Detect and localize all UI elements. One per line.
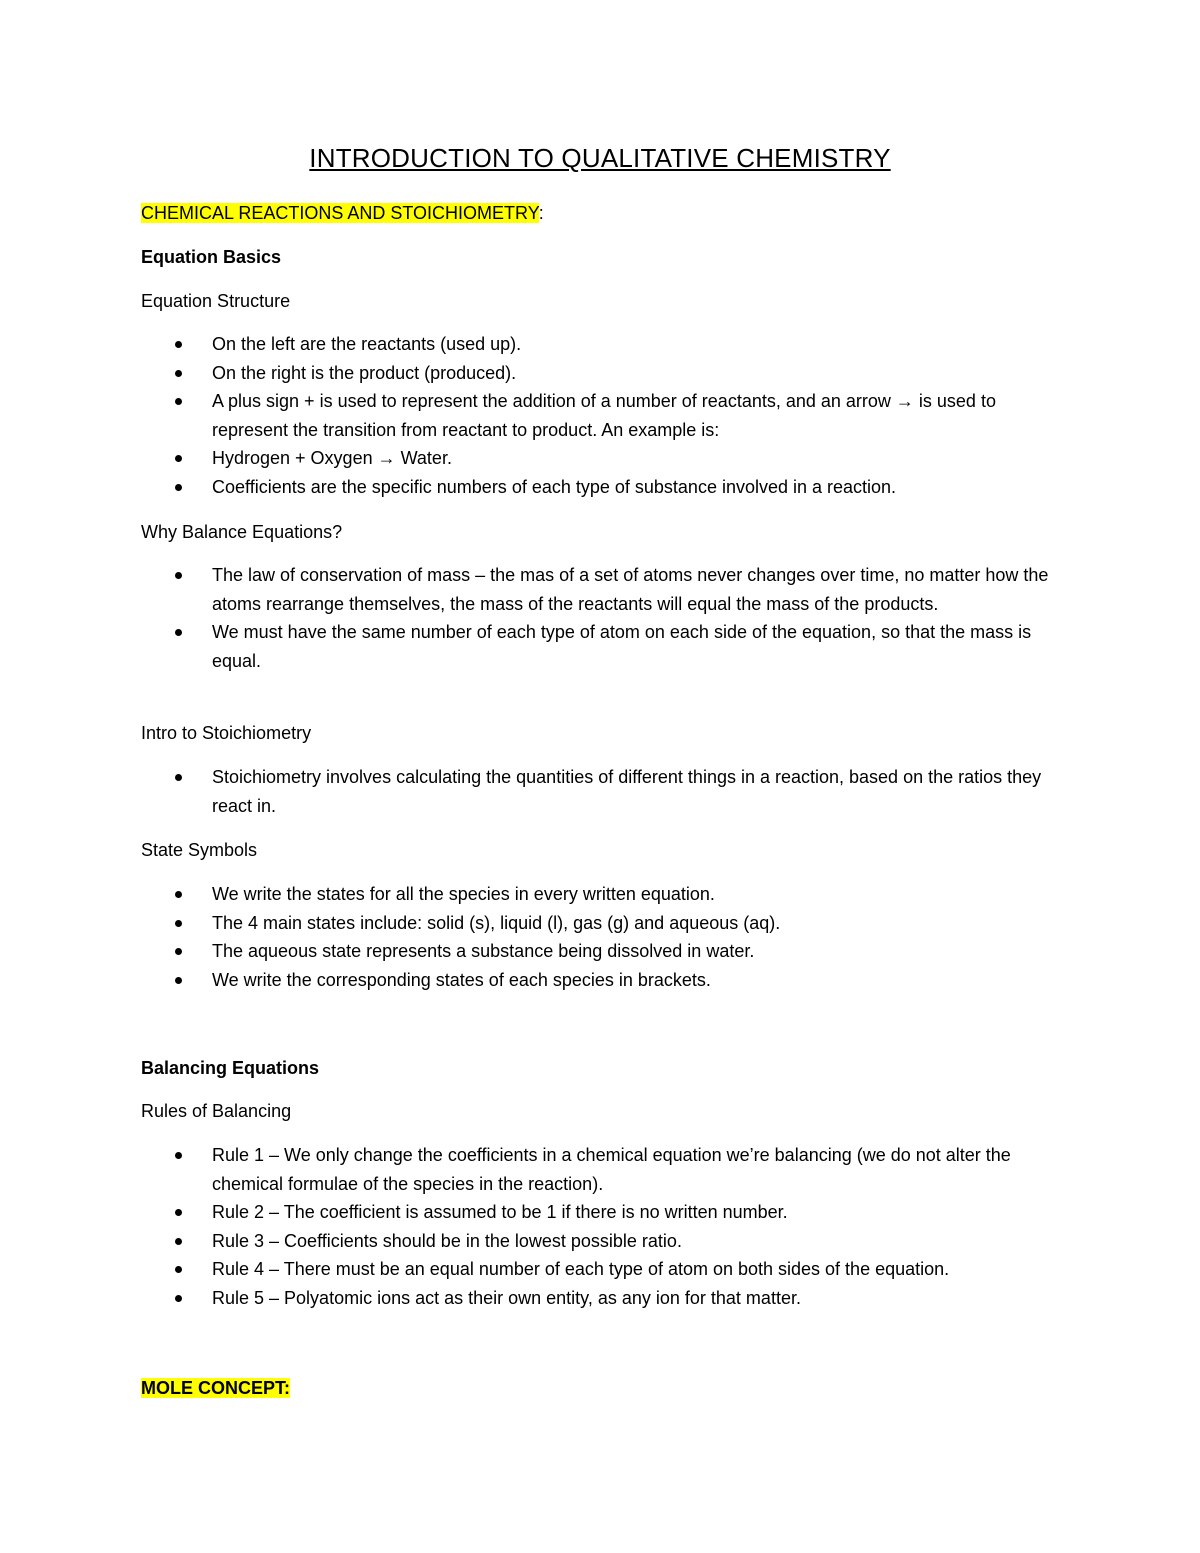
list-item <box>141 473 1071 502</box>
bullet-icon <box>175 774 182 781</box>
list-item <box>141 561 1071 618</box>
list-item-text: We write the states for all the species in every written equation. <box>212 884 715 904</box>
list-item <box>141 937 1071 966</box>
subheading-state-symbols: State Symbols <box>141 840 258 860</box>
list-item <box>141 880 1071 909</box>
bullet-icon <box>175 1266 182 1273</box>
list-item <box>141 618 1071 675</box>
bullet-icon <box>175 1295 182 1302</box>
list-item-text: Rule 4 – There must be an equal number of each type of atom on both sides of the equation. <box>212 1259 950 1279</box>
list-item-text: Stoichiometry involves calculating the quantities of different things in a reaction, based on the ratios they react in. <box>212 767 1042 816</box>
bullet-icon <box>175 1238 182 1245</box>
subheading-equation-structure: Equation Structure <box>141 291 291 311</box>
list-item <box>141 966 1071 995</box>
bullet-icon <box>175 629 182 636</box>
section-heading-text: MOLE CONCEPT: <box>141 1378 291 1398</box>
list-item <box>141 330 1071 359</box>
heading-balancing-equations: Balancing Equations <box>141 1058 320 1078</box>
list-item-text: Rule 3 – Coefficients should be in the lowest possible ratio. <box>212 1230 682 1251</box>
subheading-why-balance: Why Balance Equations? <box>141 522 343 542</box>
bullet-icon <box>175 370 182 377</box>
list-item <box>141 763 1071 820</box>
list-item-text: Rule 2 – The coefficient is assumed to be 1 if there is no written number. <box>212 1202 788 1222</box>
section-heading-mole-concept <box>141 1377 290 1399</box>
list-item <box>141 1227 1071 1256</box>
list-item-text: The 4 main states include: solid (s), liquid (l), gas (g) and aqueous (aq). <box>212 912 781 933</box>
list-item <box>141 1255 1071 1284</box>
list-intro-stoichiometry <box>141 763 1071 820</box>
list-item <box>141 1284 1071 1313</box>
bullet-icon <box>175 455 182 462</box>
bullet-icon <box>175 891 182 898</box>
section-heading-chemical-reactions <box>141 202 544 224</box>
list-why-balance <box>141 561 1071 675</box>
list-equation-structure <box>141 330 1071 501</box>
heading-equation-basics: Equation Basics <box>141 247 282 267</box>
list-item-text: Rule 1 – We only change the coefficients in a chemical equation we’re balancing (we do not alter the chemical formulae of the species in the reaction). <box>212 1145 1011 1194</box>
list-item <box>141 359 1071 388</box>
bullet-icon <box>175 948 182 955</box>
list-item-text: Hydrogen + Oxygen → Water. <box>212 448 452 468</box>
list-item-text: On the right is the product (produced). <box>212 362 517 383</box>
list-item-text: The law of conservation of mass – the mas of a set of atoms never changes over time, no matter how the atoms rearrange themselves, the mass of the reactants will equal the mass of the products. <box>212 565 1049 614</box>
list-item <box>141 909 1071 938</box>
list-item-text: We must have the same number of each type of atom on each side of the equation, so that the mass is equal. <box>212 622 1032 671</box>
bullet-icon <box>175 920 182 927</box>
bullet-icon <box>175 572 182 579</box>
list-item-text: We write the corresponding states of each species in brackets. <box>212 969 711 990</box>
list-item <box>141 444 1071 473</box>
list-item-text: Rule 5 – Polyatomic ions act as their own entity, as any ion for that matter. <box>212 1287 801 1308</box>
bullet-icon <box>175 1152 182 1159</box>
list-state-symbols <box>141 880 1071 994</box>
bullet-icon <box>175 977 182 984</box>
bullet-icon <box>175 484 182 491</box>
list-item-text: A plus sign + is used to represent the addition of a number of reactants, and an arrow → is used to represent the transition from reactant to product. An example is: <box>212 391 996 440</box>
subheading-rules-of-balancing: Rules of Balancing <box>141 1101 292 1121</box>
bullet-icon <box>175 398 182 405</box>
bullet-icon <box>175 1209 182 1216</box>
subheading-intro-stoichiometry: Intro to Stoichiometry <box>141 723 312 743</box>
list-item <box>141 1141 1071 1198</box>
list-item-text: On the left are the reactants (used up). <box>212 334 522 354</box>
list-item <box>141 1198 1071 1227</box>
section-heading-text: CHEMICAL REACTIONS AND STOICHIOMETRY <box>141 203 539 223</box>
list-item-text: Coefficients are the specific numbers of each type of substance involved in a reaction. <box>212 476 897 497</box>
list-rules-of-balancing <box>141 1141 1071 1312</box>
list-item <box>141 387 1071 444</box>
document-title: INTRODUCTION TO QUALITATIVE CHEMISTRY <box>309 143 891 173</box>
section-heading-colon: : <box>538 203 544 223</box>
list-item-text: The aqueous state represents a substance being dissolved in water. <box>212 941 755 961</box>
bullet-icon <box>175 341 182 348</box>
